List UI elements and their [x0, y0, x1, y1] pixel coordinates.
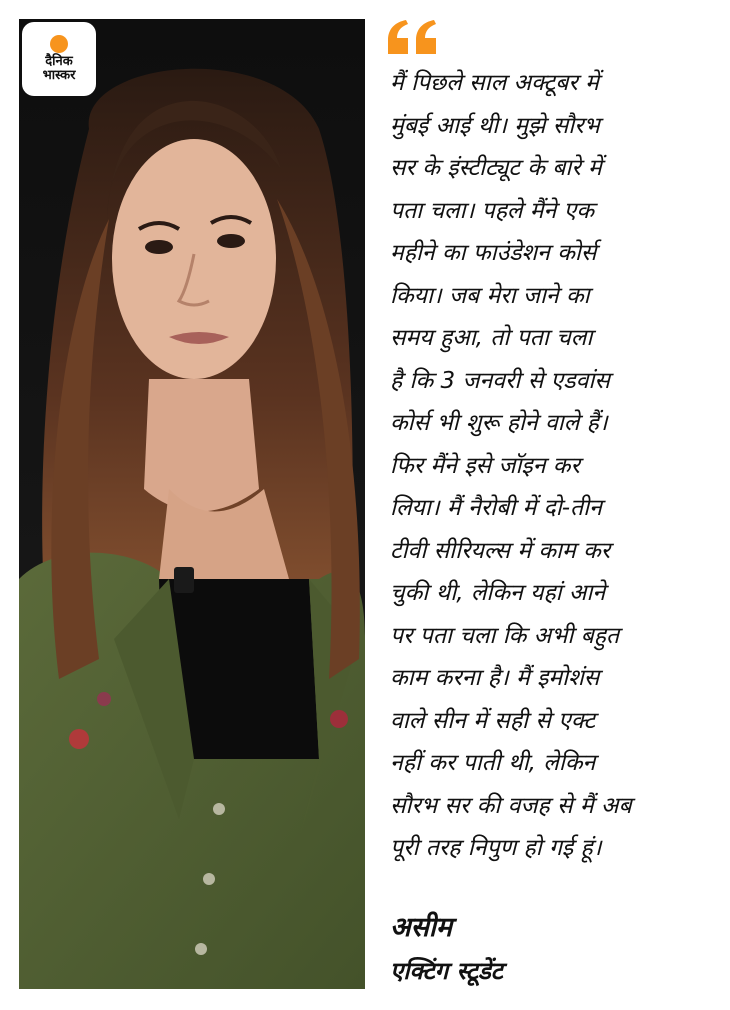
quote-line: सौरभ सर की वजह से मैं अब: [390, 792, 632, 819]
quote-line: पता चला। पहले मैंने एक: [390, 197, 595, 224]
quote-line: पूरी तरह निपुण हो गई हूं।: [390, 835, 602, 861]
quote-text: [390, 62, 720, 870]
portrait-illustration: [19, 19, 365, 989]
quote-line: किया। जब मेरा जाने का: [390, 282, 590, 309]
attribution-name: असीम: [390, 912, 453, 943]
person-photo: [19, 19, 365, 989]
quote-line: पर पता चला कि अभी बहुत: [390, 622, 620, 649]
quote-open-icon: [384, 20, 440, 54]
quote-line: समय हुआ, तो पता चला: [390, 325, 593, 351]
quote-line: चुकी थी, लेकिन यहां आने: [390, 580, 606, 606]
quote-line: टीवी सीरियल्स में काम कर: [390, 537, 611, 564]
sun-icon: [50, 35, 68, 53]
quote-line: सर के इंस्टीट्यूट के बारे में: [390, 155, 602, 181]
quote-line: महीने का फाउंडेशन कोर्स: [390, 240, 597, 266]
quote-line: काम करना है। मैं इमोशंस: [390, 665, 600, 691]
quote-line: मैं पिछले साल अक्टूबर में: [390, 70, 599, 96]
quote-line: नहीं कर पाती थी, लेकिन: [390, 750, 596, 776]
quote-line: वाले सीन में सही से एक्ट: [390, 707, 596, 734]
quote-line: कोर्स भी शुरू होने वाले हैं।: [390, 410, 608, 436]
logo-text-line1: दैनिक: [45, 54, 73, 69]
attribution-designation: एक्टिंग स्टूडेंट: [390, 957, 503, 985]
quote-line: है कि 3 जनवरी से एडवांस: [390, 367, 610, 394]
quote-line: फिर मैंने इसे जॉइन कर: [390, 452, 580, 479]
quote-line: मुंबई आई थी। मुझे सौरभ: [390, 112, 600, 139]
dainik-bhaskar-logo: [22, 22, 96, 96]
quote-line: लिया। मैं नैरोबी में दो-तीन: [390, 495, 602, 521]
logo-text-line2: भास्कर: [42, 68, 76, 83]
